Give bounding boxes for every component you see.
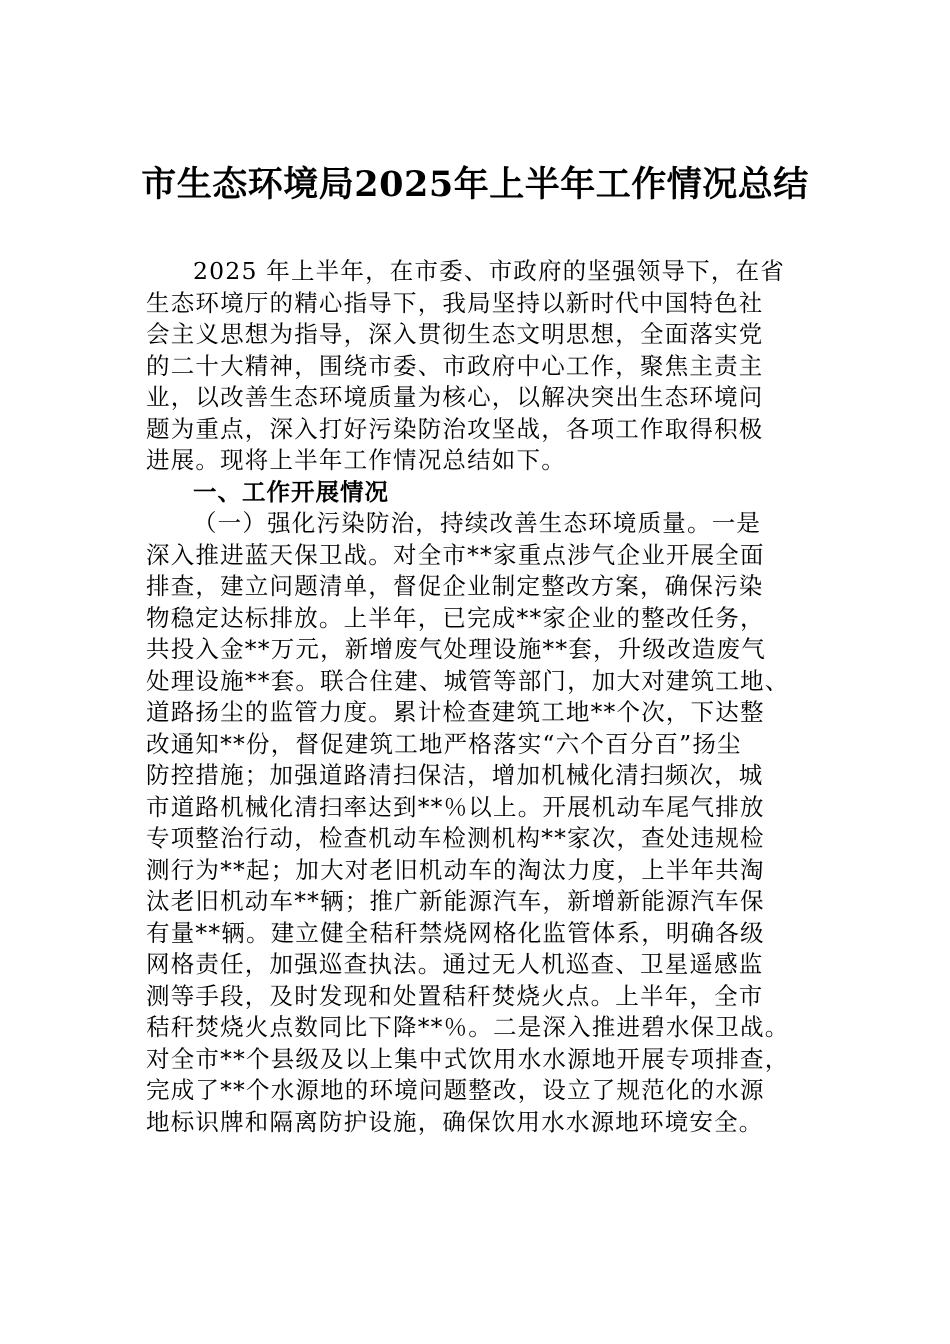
paragraph-line: 网格责任，加强巡查执法。通过无人机巡查、卫星遥感监 xyxy=(146,950,764,978)
paragraph-line: 生态环境厅的精心指导下，我局坚持以新时代中国特色社 xyxy=(146,288,764,317)
paragraph-line: 地标识牌和隔离防护设施，确保饮用水水源地环境安全。 xyxy=(146,1107,764,1136)
paragraph-line: 物稳定达标排放。上半年，已完成**家企业的整改任务， xyxy=(146,603,765,632)
paragraph-line: 题为重点，深入打好污染防治攻坚战，各项工作取得积极 xyxy=(146,414,764,443)
paragraph-line: 防控措施；加强道路清扫保洁，增加机械化清扫频次，城 xyxy=(146,761,764,789)
paragraph-line: 共投入金**万元，新增废气处理设施**套，升级改造废气 xyxy=(146,635,766,663)
paragraph-line: 有量**辆。建立健全秸秆禁烧网格化监管体系，明确各级 xyxy=(146,918,765,947)
paragraph-line: 深入推进蓝天保卫战。对全市**家重点涉气企业开展全面 xyxy=(146,540,765,569)
section-paragraph xyxy=(146,508,811,1138)
paragraph-line: 对全市**个县级及以上集中式饮用水水源地开展专项排查， xyxy=(146,1044,790,1073)
paragraph-line: 秸秆焚烧火点数同比下降**％。二是深入推进碧水保卫战。 xyxy=(146,1013,790,1041)
paragraph-line: 市道路机械化清扫率达到**％以上。开展机动车尾气排放 xyxy=(146,792,765,821)
paragraph-line: 会主义思想为指导，深入贯彻生态文明思想，全面落实党 xyxy=(146,320,764,348)
paragraph-line: 汰老旧机动车**辆；推广新能源汽车，新增新能源汽车保 xyxy=(146,887,765,915)
paragraph-line: 完成了**个水源地的环境问题整改，设立了规范化的水源 xyxy=(146,1076,765,1104)
paragraph-line: 道路扬尘的监管力度。累计检查建筑工地**个次，下达整 xyxy=(146,698,765,726)
document-title: 市生态环境局2025年上半年工作情况总结 xyxy=(141,164,809,205)
paragraph-line: 改通知**份，督促建筑工地严格落实“六个百分百”扬尘 xyxy=(146,729,742,758)
intro-paragraph xyxy=(146,256,811,477)
paragraph-line: （一）强化污染防治，持续改善生态环境质量。一是 xyxy=(193,509,762,537)
paragraph-line: 专项整治行动，检查机动车检测机构**家次，查处违规检 xyxy=(146,824,765,852)
paragraph-line: 测行为**起；加大对老旧机动车的淘汰力度，上半年共淘 xyxy=(146,855,765,884)
paragraph-line: 进展。现将上半年工作情况总结如下。 xyxy=(146,446,566,474)
paragraph-line: 2025 年上半年，在市委、市政府的坚强领导下，在省 xyxy=(193,257,785,285)
paragraph-line: 排查，建立问题清单，督促企业制定整改方案，确保污染 xyxy=(146,572,764,600)
paragraph-line: 处理设施**套。联合住建、城管等部门，加大对建筑工地、 xyxy=(146,666,790,695)
paragraph-line: 的二十大精神，围绕市委、市政府中心工作，聚焦主责主 xyxy=(146,351,764,380)
document-body xyxy=(146,256,811,1138)
paragraph-line: 业，以改善生态环境质量为核心，以解决突出生态环境问 xyxy=(146,383,764,411)
paragraph-line: 测等手段，及时发现和处置秸秆焚烧火点。上半年，全市 xyxy=(146,981,764,1010)
section-heading: 一、工作开展情况 xyxy=(193,477,389,506)
